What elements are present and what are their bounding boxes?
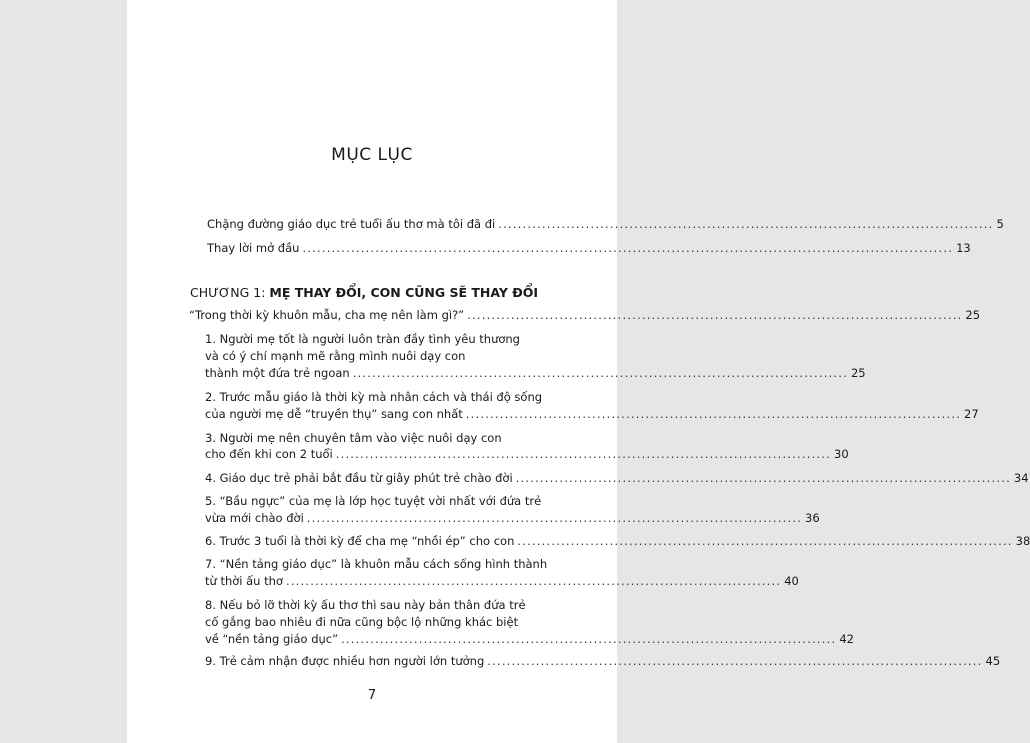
toc-item-line: 8. Nếu bỏ lỡ thời kỳ ấu thơ thì sau này bản thân đứa trẻ xyxy=(205,598,526,612)
leader-dots: ...................................................................................................... xyxy=(467,308,963,322)
toc-entry xyxy=(207,216,1004,232)
toc-item-line: 1. Người mẹ tốt là người luôn tràn đầy tình yêu thương xyxy=(205,332,520,346)
leader-dots: ...................................................................................................... xyxy=(498,217,994,231)
toc-entry-page: 34 xyxy=(1013,471,1029,485)
toc-item-line: và có ý chí mạnh mẽ rằng mình nuôi dạy con xyxy=(205,349,466,363)
leader-dots: ...................................................................................................... xyxy=(465,407,962,421)
toc-entry-page: 42 xyxy=(839,632,854,646)
toc-entry-text: cho đến khi con 2 tuổi xyxy=(205,447,333,461)
toc-entry xyxy=(205,365,866,381)
toc-entry-text: từ thời ấu thơ xyxy=(205,574,283,588)
toc-entry-page: 5 xyxy=(996,217,1004,231)
toc-entry xyxy=(205,533,1030,549)
toc-entry xyxy=(205,573,799,589)
toc-entry-page: 45 xyxy=(985,654,1001,668)
toc-entry xyxy=(205,470,1029,486)
toc-entry xyxy=(205,631,854,647)
toc-entry-text: Thay lời mở đầu xyxy=(207,241,300,255)
toc-entry-text: vừa mới chào đời xyxy=(205,511,304,525)
chapter-prefix: CHƯƠNG 1: xyxy=(190,285,270,300)
page-number: 7 xyxy=(367,688,377,703)
leader-dots: ...................................................................................................... xyxy=(515,471,1011,485)
toc-entry-page: 25 xyxy=(850,366,866,380)
toc-item-line: cố gắng bao nhiêu đi nữa cũng bộc lộ những khác biệt xyxy=(205,615,519,629)
toc-entry-page: 13 xyxy=(956,241,971,255)
leader-dots: ...................................................................................................... xyxy=(487,654,983,668)
leader-dots: ...................................................................................................................................... xyxy=(302,241,954,255)
leader-dots: ...................................................................................................... xyxy=(335,447,831,461)
leader-dots: ...................................................................................................... xyxy=(341,632,837,646)
toc-item-line: 5. “Bầu ngực” của mẹ là lớp học tuyệt vời nhất với đứa trẻ xyxy=(205,494,542,508)
toc-title: MỤC LỤC xyxy=(331,145,413,165)
toc-entry xyxy=(205,406,979,422)
book-page xyxy=(127,0,1030,743)
toc-entry xyxy=(205,653,1001,669)
toc-entry-text: 9. Trẻ cảm nhận được nhiều hơn người lớn tưởng xyxy=(205,654,485,668)
toc-entry xyxy=(207,240,971,256)
toc-entry-page: 40 xyxy=(784,574,799,588)
leader-dots: ...................................................................................................... xyxy=(285,574,782,588)
chapter-intro-entry xyxy=(189,307,981,323)
toc-entry-page: 30 xyxy=(834,447,849,461)
toc-item-line: 7. “Nền tảng giáo dục” là khuôn mẫu cách sống hình thành xyxy=(205,557,548,571)
leader-dots: ...................................................................................................... xyxy=(306,511,803,525)
toc-entry-page: 25 xyxy=(965,308,981,322)
toc-entry-page: 38 xyxy=(1015,534,1030,548)
toc-entry-text: 6. Trước 3 tuổi là thời kỳ để cha mẹ “nhồi ép” cho con xyxy=(205,534,515,548)
toc-entry-text: “Trong thời kỳ khuôn mẫu, cha mẹ nên làm gì?” xyxy=(189,308,465,322)
toc-entry xyxy=(205,446,849,462)
toc-entry-text: 4. Giáo dục trẻ phải bắt đầu từ giây phút trẻ chào đời xyxy=(205,471,513,485)
chapter-title: MẸ THAY ĐỔI, CON CŨNG SẼ THAY ĐỔI xyxy=(269,285,538,300)
toc-entry-text: Chặng đường giáo dục trẻ tuổi ấu thơ mà tôi đã đi xyxy=(207,217,496,231)
leader-dots: ...................................................................................................... xyxy=(517,534,1013,548)
leader-dots: ...................................................................................................... xyxy=(352,366,848,380)
toc-entry-page: 36 xyxy=(805,511,820,525)
chapter-heading xyxy=(190,285,538,300)
toc-entry-text: thành một đứa trẻ ngoan xyxy=(205,366,350,380)
toc-entry xyxy=(205,510,820,526)
toc-entry-page: 27 xyxy=(964,407,979,421)
toc-entry-text: của người mẹ dễ “truyền thụ” sang con nhất xyxy=(205,407,463,421)
toc-item-line: 2. Trước mẫu giáo là thời kỳ mà nhân cách và thái độ sống xyxy=(205,390,543,404)
toc-entry-text: về “nền tảng giáo dục” xyxy=(205,632,339,646)
toc-item-line: 3. Người mẹ nên chuyên tâm vào việc nuôi dạy con xyxy=(205,431,502,445)
